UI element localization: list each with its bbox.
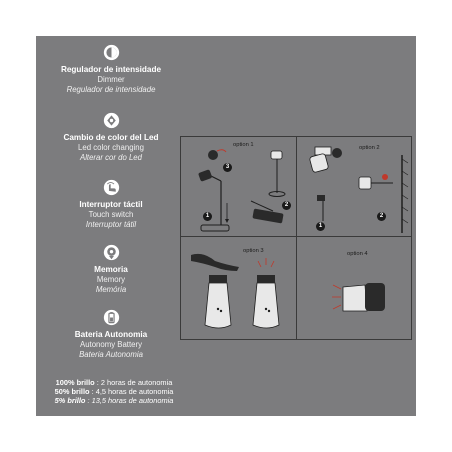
options-grid [180, 136, 412, 340]
feature-english: Memory [96, 275, 126, 284]
brightness-autonomy [36, 378, 192, 406]
separator: : [85, 396, 92, 406]
step-badge-2: 2 [377, 212, 386, 221]
option-label: option 3 [243, 248, 264, 254]
option-2-panel [296, 136, 412, 237]
step-badge-1: 1 [316, 222, 325, 231]
feature-english: Autonomy Battery [80, 340, 142, 349]
option-label: option 1 [233, 142, 254, 148]
feature-battery [36, 309, 186, 359]
option-2-illustration [297, 137, 413, 238]
feature-title: Interruptor táctil [79, 200, 143, 209]
feature-portuguese: Regulador de intensidade [66, 84, 156, 94]
option-4-illustration [297, 237, 413, 341]
option-1-panel [180, 136, 297, 237]
feature-title: Cambio de color del Led [63, 133, 159, 142]
autonomy-text: 2 horas de autonomia [100, 378, 173, 387]
feature-portuguese: Memória [95, 284, 127, 294]
color-change-icon [103, 112, 120, 129]
feature-title: Regulador de intensidade [60, 65, 162, 74]
option-3-illustration [181, 237, 298, 341]
option-label: option 2 [359, 145, 380, 151]
touch-switch-icon [103, 179, 120, 196]
step-badge-1: 1 [203, 212, 212, 221]
autonomy-text: 13,5 horas de autonomia [91, 396, 174, 406]
option-4-panel [296, 236, 412, 340]
feature-english: Dimmer [97, 75, 125, 84]
feature-dimmer [36, 44, 186, 94]
feature-title: Memoria [94, 265, 128, 274]
dimmer-icon [103, 44, 120, 61]
autonomy-text: 4,5 horas de autonomia [95, 387, 174, 397]
hand-icon [208, 150, 218, 160]
brightness-row [36, 387, 192, 396]
hand-icon [191, 254, 239, 271]
feature-color-change [36, 112, 186, 162]
brightness-row [36, 396, 192, 405]
option-label: option 4 [347, 251, 368, 257]
separator: : [94, 378, 101, 387]
option-1-illustration [181, 137, 298, 238]
brightness-level: 100% brillo [55, 378, 95, 387]
feature-touch-switch [36, 179, 186, 229]
step-badge-2: 2 [282, 201, 291, 210]
brightness-level: 5% brillo [54, 396, 86, 406]
feature-memory [36, 244, 186, 294]
brightness-level: 50% brillo [54, 387, 90, 397]
step-badge-3: 3 [223, 163, 232, 172]
brightness-row [36, 378, 192, 387]
feature-portuguese: Bateria Autonomia [79, 349, 143, 359]
option-3-panel [180, 236, 297, 340]
battery-icon [103, 309, 120, 326]
separator: : [89, 387, 96, 397]
memory-icon [103, 244, 120, 261]
feature-portuguese: Alterar cor do Led [80, 152, 142, 162]
feature-title: Bateria Autonomia [74, 330, 148, 339]
feature-english: Touch switch [88, 210, 134, 219]
feature-portuguese: Interruptor tátil [85, 219, 137, 229]
hand-icon [365, 283, 385, 311]
feature-english: Led color changing [78, 143, 144, 152]
